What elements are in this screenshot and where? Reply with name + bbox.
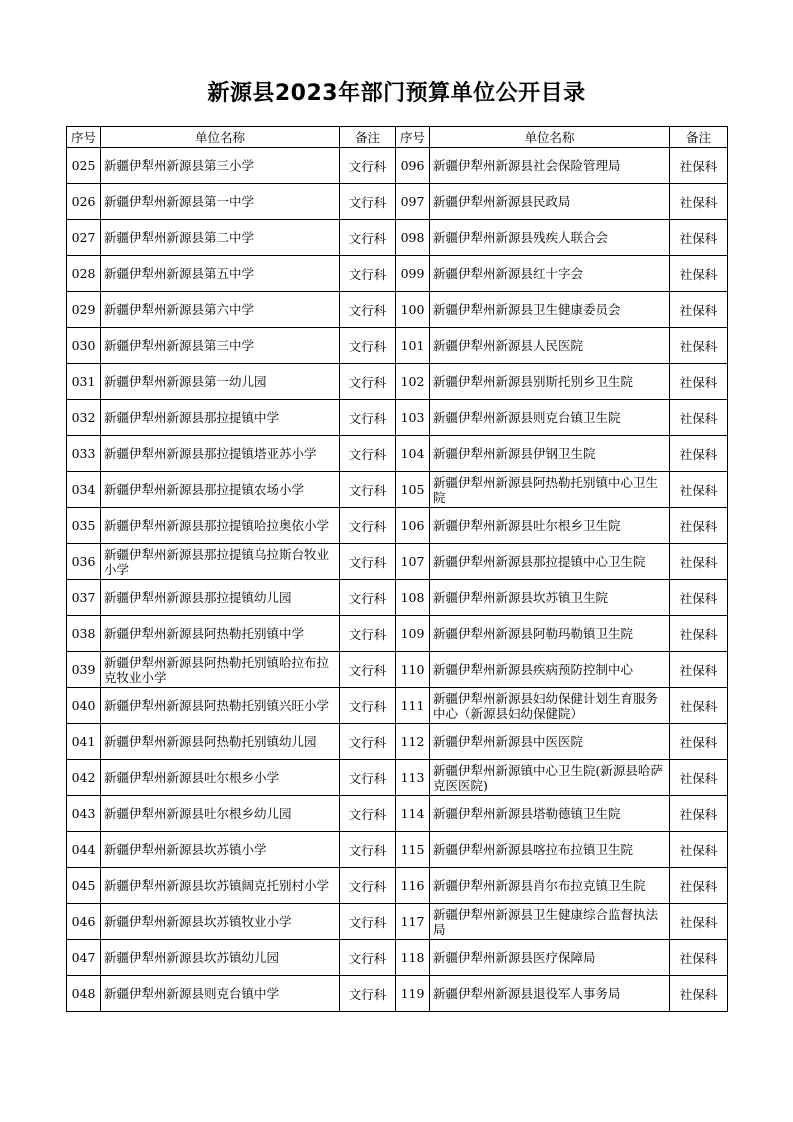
unit-name-right-cell: 新疆伊犁州新源县则克台镇卫生院 bbox=[430, 400, 670, 436]
unit-name-right-cell: 新疆伊犁州新源县疾病预防控制中心 bbox=[430, 652, 670, 688]
seq-right-cell: 097 bbox=[396, 184, 430, 220]
note-right-cell: 社保科 bbox=[670, 292, 728, 328]
seq-left-cell: 037 bbox=[67, 580, 101, 616]
seq-left-cell: 044 bbox=[67, 832, 101, 868]
table-row bbox=[67, 256, 728, 292]
table-row bbox=[67, 220, 728, 256]
seq-left-cell: 026 bbox=[67, 184, 101, 220]
note-right-cell: 社保科 bbox=[670, 832, 728, 868]
header-note-right: 备注 bbox=[670, 127, 728, 148]
unit-name-right-cell: 新疆伊犁州新源镇中心卫生院(新源县哈萨克医医院) bbox=[430, 760, 670, 796]
unit-name-left-cell: 新疆伊犁州新源县吐尔根乡幼儿园 bbox=[101, 796, 340, 832]
unit-name-left-cell: 新疆伊犁州新源县那拉提镇中学 bbox=[101, 400, 340, 436]
note-right-cell: 社保科 bbox=[670, 364, 728, 400]
seq-left-cell: 025 bbox=[67, 148, 101, 184]
table-row bbox=[67, 688, 728, 724]
unit-name-left-cell: 新疆伊犁州新源县第一幼儿园 bbox=[101, 364, 340, 400]
unit-name-left-cell: 新疆伊犁州新源县阿热勒托别镇中学 bbox=[101, 616, 340, 652]
unit-name-left-cell: 新疆伊犁州新源县坎苏镇幼儿园 bbox=[101, 940, 340, 976]
seq-right-cell: 113 bbox=[396, 760, 430, 796]
seq-right-cell: 109 bbox=[396, 616, 430, 652]
unit-name-right-cell: 新疆伊犁州新源县伊钢卫生院 bbox=[430, 436, 670, 472]
table-row bbox=[67, 472, 728, 508]
unit-name-left-cell: 新疆伊犁州新源县坎苏镇牧业小学 bbox=[101, 904, 340, 940]
seq-left-cell: 043 bbox=[67, 796, 101, 832]
unit-name-left-cell: 新疆伊犁州新源县那拉提镇哈拉奥依小学 bbox=[101, 508, 340, 544]
unit-name-right-cell: 新疆伊犁州新源县医疗保障局 bbox=[430, 940, 670, 976]
seq-right-cell: 106 bbox=[396, 508, 430, 544]
seq-left-cell: 041 bbox=[67, 724, 101, 760]
seq-right-cell: 098 bbox=[396, 220, 430, 256]
note-right-cell: 社保科 bbox=[670, 472, 728, 508]
table-row bbox=[67, 400, 728, 436]
unit-name-left-cell: 新疆伊犁州新源县那拉提镇乌拉斯台牧业小学 bbox=[101, 544, 340, 580]
unit-name-right-cell: 新疆伊犁州新源县喀拉布拉镇卫生院 bbox=[430, 832, 670, 868]
unit-name-left-cell: 新疆伊犁州新源县那拉提镇幼儿园 bbox=[101, 580, 340, 616]
unit-name-left-cell: 新疆伊犁州新源县第六中学 bbox=[101, 292, 340, 328]
note-right-cell: 社保科 bbox=[670, 508, 728, 544]
seq-right-cell: 111 bbox=[396, 688, 430, 724]
unit-name-left-cell: 新疆伊犁州新源县阿热勒托别镇幼儿园 bbox=[101, 724, 340, 760]
unit-name-left-cell: 新疆伊犁州新源县第三小学 bbox=[101, 148, 340, 184]
header-unit-left: 单位名称 bbox=[101, 127, 340, 148]
seq-left-cell: 027 bbox=[67, 220, 101, 256]
unit-name-right-cell: 新疆伊犁州新源县红十字会 bbox=[430, 256, 670, 292]
note-right-cell: 社保科 bbox=[670, 976, 728, 1012]
table-row bbox=[67, 148, 728, 184]
seq-left-cell: 040 bbox=[67, 688, 101, 724]
seq-left-cell: 046 bbox=[67, 904, 101, 940]
seq-left-cell: 038 bbox=[67, 616, 101, 652]
note-right-cell: 社保科 bbox=[670, 580, 728, 616]
note-left-cell: 文行科 bbox=[340, 976, 396, 1012]
note-right-cell: 社保科 bbox=[670, 652, 728, 688]
note-left-cell: 文行科 bbox=[340, 544, 396, 580]
table-row bbox=[67, 760, 728, 796]
table-row bbox=[67, 796, 728, 832]
budget-unit-table bbox=[66, 126, 728, 1012]
table-row bbox=[67, 328, 728, 364]
note-right-cell: 社保科 bbox=[670, 148, 728, 184]
unit-name-right-cell: 新疆伊犁州新源县民政局 bbox=[430, 184, 670, 220]
seq-right-cell: 107 bbox=[396, 544, 430, 580]
note-left-cell: 文行科 bbox=[340, 292, 396, 328]
unit-name-right-cell: 新疆伊犁州新源县吐尔根乡卫生院 bbox=[430, 508, 670, 544]
note-left-cell: 文行科 bbox=[340, 400, 396, 436]
note-right-cell: 社保科 bbox=[670, 400, 728, 436]
note-right-cell: 社保科 bbox=[670, 256, 728, 292]
seq-right-cell: 108 bbox=[396, 580, 430, 616]
unit-name-left-cell: 新疆伊犁州新源县第二中学 bbox=[101, 220, 340, 256]
note-right-cell: 社保科 bbox=[670, 796, 728, 832]
table-body bbox=[67, 148, 728, 1012]
table-row bbox=[67, 976, 728, 1012]
table-row bbox=[67, 724, 728, 760]
seq-left-cell: 029 bbox=[67, 292, 101, 328]
note-right-cell: 社保科 bbox=[670, 616, 728, 652]
seq-right-cell: 096 bbox=[396, 148, 430, 184]
note-left-cell: 文行科 bbox=[340, 796, 396, 832]
seq-left-cell: 036 bbox=[67, 544, 101, 580]
unit-name-right-cell: 新疆伊犁州新源县坎苏镇卫生院 bbox=[430, 580, 670, 616]
seq-right-cell: 117 bbox=[396, 904, 430, 940]
seq-left-cell: 048 bbox=[67, 976, 101, 1012]
unit-name-left-cell: 新疆伊犁州新源县则克台镇中学 bbox=[101, 976, 340, 1012]
table-header-row bbox=[67, 127, 728, 148]
note-left-cell: 文行科 bbox=[340, 364, 396, 400]
unit-name-right-cell: 新疆伊犁州新源县中医医院 bbox=[430, 724, 670, 760]
note-right-cell: 社保科 bbox=[670, 328, 728, 364]
note-right-cell: 社保科 bbox=[670, 904, 728, 940]
note-right-cell: 社保科 bbox=[670, 868, 728, 904]
seq-right-cell: 104 bbox=[396, 436, 430, 472]
table-row bbox=[67, 868, 728, 904]
note-left-cell: 文行科 bbox=[340, 652, 396, 688]
table-row bbox=[67, 652, 728, 688]
header-seq-left: 序号 bbox=[67, 127, 101, 148]
seq-right-cell: 112 bbox=[396, 724, 430, 760]
header-note-left: 备注 bbox=[340, 127, 396, 148]
unit-name-right-cell: 新疆伊犁州新源县卫生健康委员会 bbox=[430, 292, 670, 328]
unit-name-right-cell: 新疆伊犁州新源县社会保险管理局 bbox=[430, 148, 670, 184]
unit-name-right-cell: 新疆伊犁州新源县卫生健康综合监督执法局 bbox=[430, 904, 670, 940]
table-row bbox=[67, 904, 728, 940]
note-left-cell: 文行科 bbox=[340, 868, 396, 904]
note-right-cell: 社保科 bbox=[670, 436, 728, 472]
unit-name-left-cell: 新疆伊犁州新源县第一中学 bbox=[101, 184, 340, 220]
seq-right-cell: 116 bbox=[396, 868, 430, 904]
table-row bbox=[67, 184, 728, 220]
page-title: 新源县2023年部门预算单位公开目录 bbox=[207, 81, 586, 106]
seq-left-cell: 030 bbox=[67, 328, 101, 364]
table-row bbox=[67, 364, 728, 400]
unit-name-left-cell: 新疆伊犁州新源县阿热勒托别镇哈拉布拉克牧业小学 bbox=[101, 652, 340, 688]
table-row bbox=[67, 616, 728, 652]
seq-left-cell: 032 bbox=[67, 400, 101, 436]
unit-name-right-cell: 新疆伊犁州新源县阿热勒托别镇中心卫生院 bbox=[430, 472, 670, 508]
note-left-cell: 文行科 bbox=[340, 184, 396, 220]
note-left-cell: 文行科 bbox=[340, 580, 396, 616]
unit-name-right-cell: 新疆伊犁州新源县退役军人事务局 bbox=[430, 976, 670, 1012]
seq-right-cell: 099 bbox=[396, 256, 430, 292]
unit-name-left-cell: 新疆伊犁州新源县第三中学 bbox=[101, 328, 340, 364]
note-left-cell: 文行科 bbox=[340, 256, 396, 292]
seq-left-cell: 034 bbox=[67, 472, 101, 508]
table-row bbox=[67, 940, 728, 976]
seq-right-cell: 102 bbox=[396, 364, 430, 400]
seq-right-cell: 114 bbox=[396, 796, 430, 832]
note-left-cell: 文行科 bbox=[340, 940, 396, 976]
table-row bbox=[67, 544, 728, 580]
note-left-cell: 文行科 bbox=[340, 472, 396, 508]
seq-right-cell: 101 bbox=[396, 328, 430, 364]
unit-name-left-cell: 新疆伊犁州新源县那拉提镇农场小学 bbox=[101, 472, 340, 508]
note-left-cell: 文行科 bbox=[340, 760, 396, 796]
note-left-cell: 文行科 bbox=[340, 688, 396, 724]
unit-name-right-cell: 新疆伊犁州新源县别斯托别乡卫生院 bbox=[430, 364, 670, 400]
table-row bbox=[67, 436, 728, 472]
note-left-cell: 文行科 bbox=[340, 220, 396, 256]
table-row bbox=[67, 580, 728, 616]
unit-name-left-cell: 新疆伊犁州新源县坎苏镇小学 bbox=[101, 832, 340, 868]
seq-left-cell: 031 bbox=[67, 364, 101, 400]
unit-name-right-cell: 新疆伊犁州新源县残疾人联合会 bbox=[430, 220, 670, 256]
note-right-cell: 社保科 bbox=[670, 220, 728, 256]
unit-name-left-cell: 新疆伊犁州新源县吐尔根乡小学 bbox=[101, 760, 340, 796]
note-right-cell: 社保科 bbox=[670, 760, 728, 796]
unit-name-right-cell: 新疆伊犁州新源县塔勒德镇卫生院 bbox=[430, 796, 670, 832]
table-row bbox=[67, 508, 728, 544]
header-seq-right: 序号 bbox=[396, 127, 430, 148]
note-right-cell: 社保科 bbox=[670, 184, 728, 220]
seq-right-cell: 105 bbox=[396, 472, 430, 508]
note-left-cell: 文行科 bbox=[340, 616, 396, 652]
note-left-cell: 文行科 bbox=[340, 904, 396, 940]
seq-left-cell: 035 bbox=[67, 508, 101, 544]
note-left-cell: 文行科 bbox=[340, 724, 396, 760]
seq-left-cell: 042 bbox=[67, 760, 101, 796]
note-right-cell: 社保科 bbox=[670, 940, 728, 976]
unit-name-left-cell: 新疆伊犁州新源县坎苏镇阔克托别村小学 bbox=[101, 868, 340, 904]
unit-name-right-cell: 新疆伊犁州新源县人民医院 bbox=[430, 328, 670, 364]
seq-left-cell: 047 bbox=[67, 940, 101, 976]
seq-right-cell: 115 bbox=[396, 832, 430, 868]
seq-right-cell: 119 bbox=[396, 976, 430, 1012]
unit-name-right-cell: 新疆伊犁州新源县阿勒玛勒镇卫生院 bbox=[430, 616, 670, 652]
table-row bbox=[67, 832, 728, 868]
note-left-cell: 文行科 bbox=[340, 508, 396, 544]
unit-name-right-cell: 新疆伊犁州新源县肖尔布拉克镇卫生院 bbox=[430, 868, 670, 904]
seq-right-cell: 118 bbox=[396, 940, 430, 976]
seq-right-cell: 103 bbox=[396, 400, 430, 436]
unit-name-right-cell: 新疆伊犁州新源县那拉提镇中心卫生院 bbox=[430, 544, 670, 580]
header-unit-right: 单位名称 bbox=[430, 127, 670, 148]
seq-left-cell: 039 bbox=[67, 652, 101, 688]
seq-left-cell: 033 bbox=[67, 436, 101, 472]
seq-left-cell: 045 bbox=[67, 868, 101, 904]
note-right-cell: 社保科 bbox=[670, 544, 728, 580]
seq-right-cell: 110 bbox=[396, 652, 430, 688]
unit-name-right-cell: 新疆伊犁州新源县妇幼保健计划生育服务中心（新源县妇幼保健院） bbox=[430, 688, 670, 724]
unit-name-left-cell: 新疆伊犁州新源县阿热勒托别镇兴旺小学 bbox=[101, 688, 340, 724]
seq-right-cell: 100 bbox=[396, 292, 430, 328]
table-row bbox=[67, 292, 728, 328]
unit-name-left-cell: 新疆伊犁州新源县那拉提镇塔亚苏小学 bbox=[101, 436, 340, 472]
note-right-cell: 社保科 bbox=[670, 724, 728, 760]
unit-name-left-cell: 新疆伊犁州新源县第五中学 bbox=[101, 256, 340, 292]
note-left-cell: 文行科 bbox=[340, 436, 396, 472]
note-right-cell: 社保科 bbox=[670, 688, 728, 724]
seq-left-cell: 028 bbox=[67, 256, 101, 292]
note-left-cell: 文行科 bbox=[340, 832, 396, 868]
note-left-cell: 文行科 bbox=[340, 328, 396, 364]
note-left-cell: 文行科 bbox=[340, 148, 396, 184]
